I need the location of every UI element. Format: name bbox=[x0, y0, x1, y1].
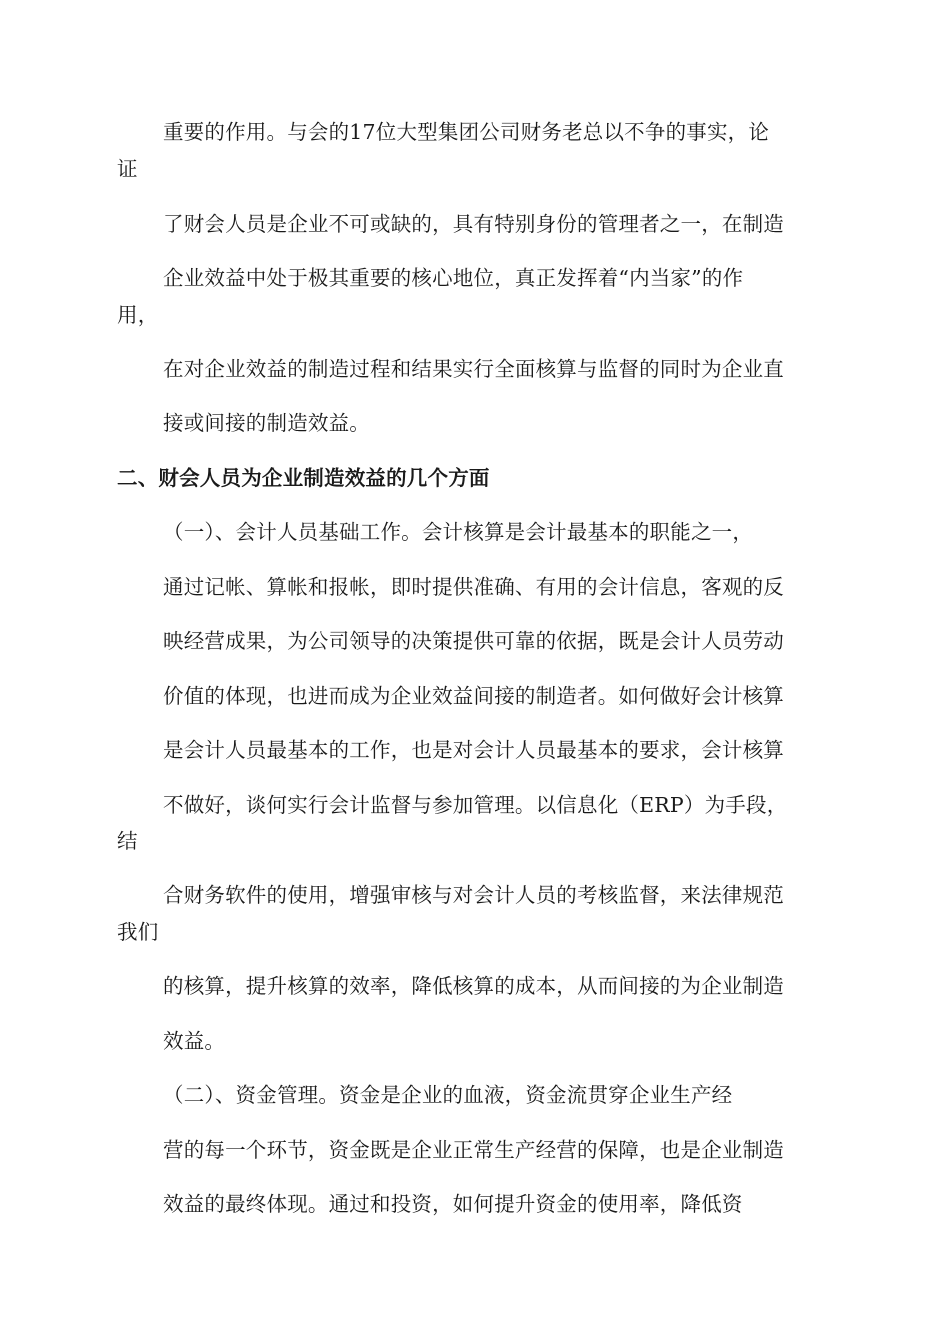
text-line: 映经营成果，为公司领导的决策提供可靠的依据，既是会计人员劳动 bbox=[163, 629, 784, 653]
text-line: 接或间接的制造效益。 bbox=[163, 411, 370, 435]
text-line: （一）、会计人员基础工作。会计核算是会计最基本的职能之一， bbox=[163, 520, 754, 544]
text-line: 了财会人员是企业不可或缺的，具有特别身份的管理者之一，在制造 bbox=[163, 212, 784, 236]
text-line: 企业效益中处于极其重要的核心地位，真正发挥着“内当家”的作 bbox=[163, 266, 744, 290]
text-line: 的核算，提升核算的效率，降低核算的成本，从而间接的为企业制造 bbox=[163, 974, 784, 998]
text-line: 重要的作用。与会的17位大型集团公司财务老总以不争的事实，论 bbox=[163, 120, 770, 144]
text-line: （二）、资金管理。资金是企业的血液，资金流贯穿企业生产经 bbox=[163, 1083, 733, 1107]
text-line: 证 bbox=[117, 157, 138, 181]
text-line: 通过记帐、算帐和报帐，即时提供准确、有用的会计信息，客观的反 bbox=[163, 575, 784, 599]
text-line: 是会计人员最基本的工作，也是对会计人员最基本的要求，会计核算 bbox=[163, 738, 784, 762]
text-line: 在对企业效益的制造过程和结果实行全面核算与监督的同时为企业直 bbox=[163, 357, 784, 381]
text-line: 效益的最终体现。通过和投资，如何提升资金的使用率，降低资 bbox=[163, 1192, 743, 1216]
text-line: 结 bbox=[117, 829, 138, 853]
text-line: 营的每一个环节，资金既是企业正常生产经营的保障，也是企业制造 bbox=[163, 1138, 784, 1162]
section-heading: 二、财会人员为企业制造效益的几个方面 bbox=[117, 466, 490, 490]
text-line: 用， bbox=[117, 303, 159, 327]
text-line: 效益。 bbox=[163, 1029, 226, 1053]
text-line: 合财务软件的使用，增强审核与对会计人员的考核监督，来法律规范 bbox=[163, 883, 784, 907]
text-line: 价值的体现，也进而成为企业效益间接的制造者。如何做好会计核算 bbox=[163, 684, 784, 708]
text-line: 我们 bbox=[117, 920, 159, 944]
text-line: 不做好，谈何实行会计监督与参加管理。以信息化（ERP）为手段， bbox=[163, 793, 788, 817]
